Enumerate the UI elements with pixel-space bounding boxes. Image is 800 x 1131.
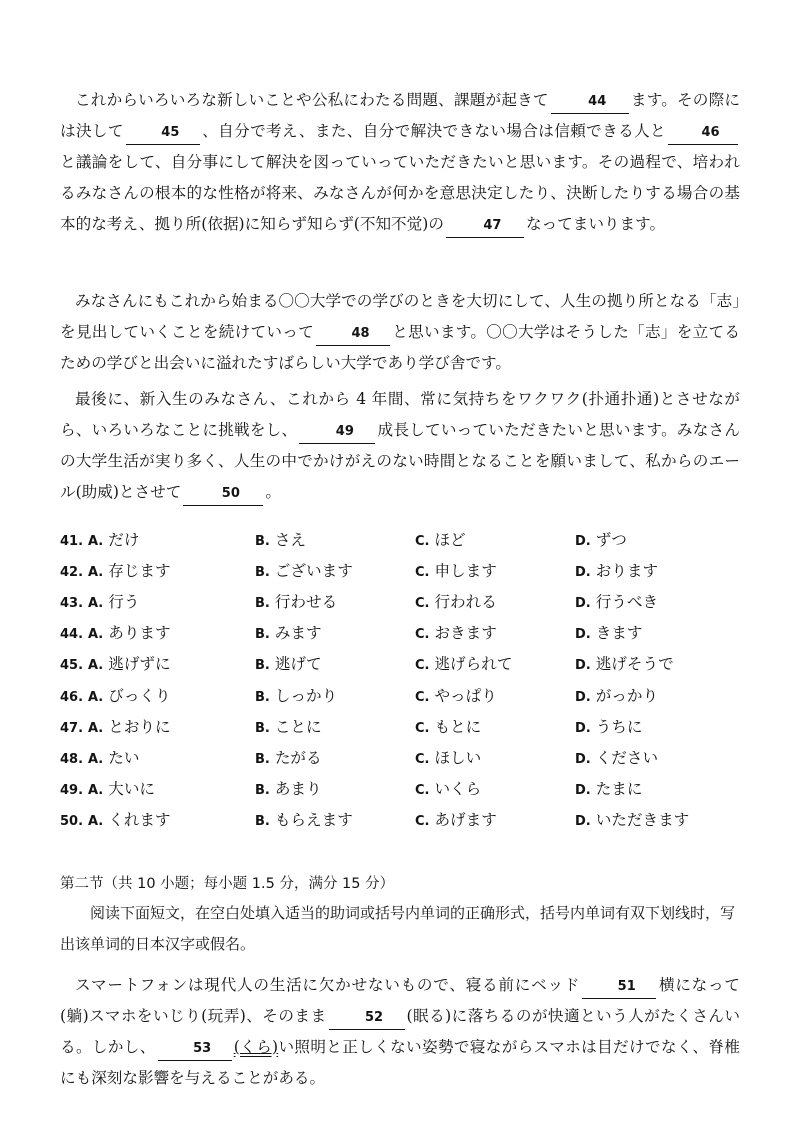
option-b[interactable] [255, 715, 415, 737]
question-number: 43. [60, 595, 84, 611]
blank-49: 49 [299, 421, 375, 444]
option-letter: D. [575, 564, 591, 580]
option-letter: D. [575, 783, 591, 799]
passage-text: と議論をして、自分事にして解決を図っていっていただきたいと思います。その過程で、培われるみなさんの根本的な性格が将来、みなさんが何かを意思決定したり、決断したりする場合の基本的な考え、拠り所(依据)に知らず知らず(不知不觉)の [60, 153, 740, 233]
option-text: もとに [434, 717, 482, 736]
question-number: 42. [60, 564, 84, 580]
question-number: 41. [60, 533, 84, 549]
blank-53: 53 [158, 1038, 232, 1061]
option-row-48 [60, 741, 750, 772]
option-c[interactable] [415, 590, 575, 612]
blank-44: 44 [551, 91, 629, 114]
option-text: 逃げずに [108, 655, 171, 674]
blank-51: 51 [582, 976, 656, 999]
option-b[interactable] [255, 652, 415, 674]
option-letter: B. [255, 783, 270, 799]
option-row-42 [60, 554, 750, 585]
question-number: 45. [60, 658, 84, 674]
passage-2-paragraph [60, 970, 740, 1094]
option-letter: A. [88, 689, 104, 705]
option-a[interactable] [60, 715, 255, 737]
option-text: たがる [274, 748, 322, 767]
option-c[interactable] [415, 808, 575, 830]
option-text: いただきます [595, 811, 690, 830]
option-b[interactable] [255, 559, 415, 581]
option-letter: A. [88, 564, 104, 580]
option-row-45 [60, 648, 750, 679]
option-text: みます [274, 624, 322, 643]
passage-text: と思います。〇〇大学はそうした「志」を立てるための学びと出会いに溢れたすばらしい大学であり学び舎です。 [60, 323, 740, 372]
passage-paragraph-1 [60, 85, 740, 240]
option-b[interactable] [255, 621, 415, 643]
option-d[interactable] [575, 808, 735, 830]
option-letter: C. [415, 783, 430, 799]
passage-paragraph-2 [60, 286, 740, 379]
option-letter: D. [575, 720, 591, 736]
option-c[interactable] [415, 746, 575, 768]
option-a[interactable] [60, 684, 255, 706]
option-text: おきます [434, 624, 497, 643]
option-b[interactable] [255, 590, 415, 612]
option-letter: C. [415, 689, 430, 705]
option-letter: B. [255, 533, 270, 549]
option-letter: C. [415, 533, 430, 549]
option-a[interactable] [60, 746, 255, 768]
question-number: 46. [60, 689, 84, 705]
option-text: たい [108, 748, 140, 767]
option-a[interactable] [60, 590, 255, 612]
option-d[interactable] [575, 621, 735, 643]
option-letter: C. [415, 564, 430, 580]
option-d[interactable] [575, 777, 735, 799]
option-b[interactable] [255, 746, 415, 768]
option-b[interactable] [255, 528, 415, 550]
option-text: きます [595, 624, 643, 643]
passage-text: なってまいります。 [525, 215, 666, 233]
option-d[interactable] [575, 590, 735, 612]
option-d[interactable] [575, 715, 735, 737]
option-text: たまに [595, 780, 643, 799]
option-text: さえ [274, 530, 307, 549]
passage-text: これからいろいろな新しいことや公私にわたる問題、課題が起きて [75, 91, 549, 109]
underlined-word-53: (くら) [233, 1038, 279, 1056]
passage-text: 横になって(躺)スマホをいじり(玩弄)、そのまま [60, 976, 740, 1025]
option-text: 行う [108, 592, 140, 611]
option-a[interactable] [60, 621, 255, 643]
option-letter: C. [415, 814, 430, 830]
option-row-47 [60, 710, 750, 741]
option-text: 大いに [108, 780, 156, 799]
blank-50: 50 [183, 483, 263, 506]
option-letter: B. [255, 689, 270, 705]
passage-text: 最後に、新入生のみなさん、これから 4 年間、常に気持ちをワクワク(扑通扑通)とさせながら、いろいろなことに挑戦をし、 [60, 390, 740, 439]
option-letter: B. [255, 564, 270, 580]
option-row-50 [60, 804, 750, 835]
passage-text: ます。その際には決して [60, 91, 740, 140]
option-letter: B. [255, 595, 270, 611]
option-letter: B. [255, 627, 270, 643]
passage-text: 成長していっていただきたいと思います。みなさんの大学生活が実り多く、人生の中でかけがえのない時間となることを願いまして、私からのエール(助威)とさせて [60, 421, 740, 501]
passage-text: (眠る)に落ちるのが快適という人がたくさんいる。しかし、 [60, 1007, 741, 1056]
option-a[interactable] [60, 808, 255, 830]
option-letter: B. [255, 814, 270, 830]
option-b[interactable] [255, 777, 415, 799]
option-letter: C. [415, 658, 430, 674]
option-letter: D. [575, 533, 591, 549]
option-text: 行われる [434, 592, 497, 611]
question-number: 44. [60, 627, 84, 643]
option-text: ずつ [595, 530, 627, 549]
option-text: 行わせる [274, 592, 338, 611]
option-c[interactable] [415, 528, 575, 550]
question-number: 50. [60, 814, 84, 830]
blank-48: 48 [316, 323, 390, 346]
option-letter: A. [88, 814, 104, 830]
option-a[interactable] [60, 652, 255, 674]
option-text: ください [595, 748, 659, 767]
question-number: 49. [60, 783, 84, 799]
option-text: くれます [108, 811, 171, 830]
passage-text: みなさんにもこれから始まる〇〇大学での学びのときを大切にして、人生の拠り所となる「志」を見出していくことを続けていって [60, 292, 740, 341]
option-text: ほど [434, 530, 466, 549]
option-letter: C. [415, 627, 430, 643]
option-text: やっぱり [434, 686, 497, 705]
option-row-49 [60, 773, 750, 804]
option-text: とおりに [108, 717, 171, 736]
option-c[interactable] [415, 652, 575, 674]
option-d[interactable] [575, 559, 735, 581]
option-d[interactable] [575, 746, 735, 768]
option-c[interactable] [415, 621, 575, 643]
passage-paragraph-3 [60, 384, 740, 508]
blank-45: 45 [126, 122, 200, 145]
option-a[interactable] [60, 777, 255, 799]
option-text: 申します [434, 561, 497, 580]
passage-text: 。 [265, 483, 281, 501]
option-letter: D. [575, 814, 591, 830]
option-a[interactable] [60, 528, 255, 550]
option-letter: A. [88, 595, 104, 611]
option-row-44 [60, 617, 750, 648]
option-d[interactable] [575, 684, 735, 706]
option-b[interactable] [255, 808, 415, 830]
option-text: うちに [595, 717, 643, 736]
passage-text: 、自分で考え、また、自分で解決できない場合は信頼できる人と [201, 122, 666, 140]
option-text: あげます [434, 811, 497, 830]
option-letter: C. [415, 720, 430, 736]
passage-text: い照明と正しくない姿勢で寝ながらスマホは目だけでなく、脊椎にも深刻な影響を与えることがある。 [60, 1038, 740, 1087]
option-text: あります [108, 624, 171, 643]
option-text: 逃げそうで [595, 655, 674, 674]
option-text: びっくり [108, 686, 171, 705]
option-row-41 [60, 523, 750, 554]
option-letter: D. [575, 689, 591, 705]
option-letter: C. [415, 595, 430, 611]
option-letter: C. [415, 751, 430, 767]
answer-options [60, 523, 750, 835]
option-letter: A. [88, 783, 104, 799]
option-letter: B. [255, 720, 270, 736]
option-letter: D. [575, 751, 591, 767]
option-text: 存じます [108, 561, 171, 580]
option-text: もらえます [274, 811, 353, 830]
question-number: 48. [60, 751, 84, 767]
option-letter: B. [255, 658, 270, 674]
passage-text: スマートフォンは現代人の生活に欠かせないもので、寝る前にベッド [75, 976, 581, 994]
option-letter: B. [255, 751, 270, 767]
option-text: ほしい [434, 748, 482, 767]
question-number: 47. [60, 720, 84, 736]
option-letter: D. [575, 595, 591, 611]
option-b[interactable] [255, 684, 415, 706]
option-text: がっかり [595, 686, 659, 705]
option-text: 逃げられて [434, 655, 513, 674]
option-c[interactable] [415, 559, 575, 581]
option-text: 行うべき [595, 592, 659, 611]
option-d[interactable] [575, 528, 735, 550]
option-text: しっかり [274, 686, 338, 705]
option-text: おります [595, 561, 659, 580]
option-letter: A. [88, 720, 104, 736]
option-letter: D. [575, 627, 591, 643]
blank-52: 52 [329, 1007, 405, 1030]
option-c[interactable] [415, 715, 575, 737]
option-a[interactable] [60, 559, 255, 581]
section-2-heading: 第二节（共 10 小题；每小题 1.5 分，满分 15 分） [60, 876, 395, 892]
option-letter: A. [88, 658, 104, 674]
option-text: あまり [274, 780, 322, 799]
option-row-43 [60, 585, 750, 616]
option-letter: A. [88, 627, 104, 643]
option-text: 逃げて [274, 655, 322, 674]
blank-46: 46 [668, 122, 738, 145]
option-c[interactable] [415, 684, 575, 706]
option-text: だけ [108, 530, 140, 549]
option-text: いくら [434, 780, 482, 799]
option-d[interactable] [575, 652, 735, 674]
option-letter: D. [575, 658, 591, 674]
option-text: ことに [274, 717, 322, 736]
option-letter: A. [88, 751, 104, 767]
section-2-instruction: 阅读下面短文，在空白处填入适当的助词或括号内单词的正确形式，括号内单词有双下划线时，写出该单词的日本汉字或假名。 [60, 904, 736, 953]
option-row-46 [60, 679, 750, 710]
blank-47: 47 [446, 215, 524, 238]
option-text: ございます [274, 561, 353, 580]
option-letter: A. [88, 533, 104, 549]
option-c[interactable] [415, 777, 575, 799]
